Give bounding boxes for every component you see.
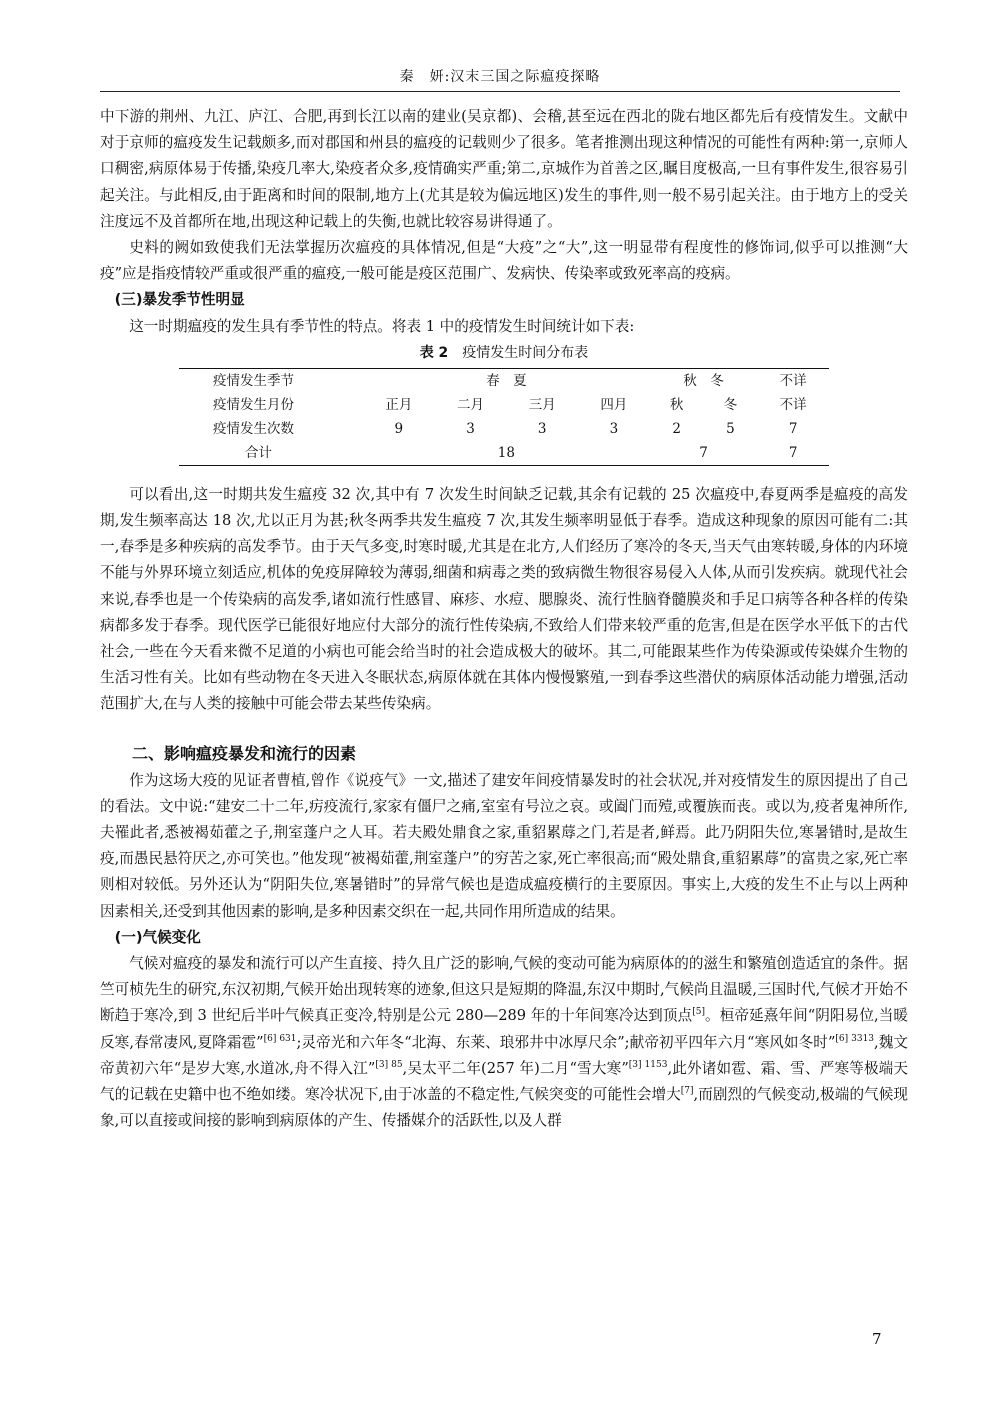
paragraph-1: 中下游的荆州、九江、庐江、合肥,再到长江以南的建业(吴京都)、会稽,甚至远在西北的陇右地区都先后有疫情发生。文献中对于京师的瘟疫发生记载颇多,而对郡国和州县的瘟疫的记载则少了很多。笔者推测出现这种情况的可能性有两种:第一,京师人口稠密,病原体易于传播,染疫几率大,染疫者众多,疫情确实严重;第二,京城作为首善之区,瞩目度极高,一旦有事件发生,很容易引起关注。与此相反,由于距离和时间的限制,地方上(尤其是较为偏远地区)发生的事件,则一般不易引起关注。由于地方上的受关注度远不及首都所在地,出现这种记载上的失衡,也就比较容易讲得通了。 [100, 108, 908, 230]
cell-season-label: 疫情发生季节 [179, 368, 363, 393]
table-title: 疫情发生时间分布表 [462, 344, 589, 361]
cell-month: 冬 [723, 396, 738, 413]
paragraph-6 [100, 951, 908, 1134]
cell-count: 3 [609, 420, 619, 437]
cell-total-autumn-winter: 7 [650, 441, 758, 466]
cell-count: 3 [537, 420, 547, 437]
cell-month: 四月 [600, 396, 628, 413]
subsection-heading-3: (三)暴发季节性明显 [114, 291, 245, 309]
page-number: 7 [872, 1330, 882, 1348]
cell-month-label: 疫情发生月份 [213, 396, 294, 413]
header-rule [100, 91, 900, 92]
distribution-table [179, 368, 829, 466]
cell-total-label: 合计 [179, 441, 363, 466]
text-run: ,此外诸如雹、霜、雪、严寒等极端天气的记载在史籍中也不绝如缕。寒冷状况下,由于冰盖的不稳定性,气候突变的可能性会增大 [100, 1059, 909, 1104]
article-body [100, 104, 908, 1135]
text-run: ,吴太平二年(257 年)二月“雪大寒” [402, 1059, 629, 1077]
text-run: ,而剧烈的气候变动,极端的气候现象,可以直接或间接的影响到病原体的产生、传播媒介的活跃性,以及人群 [100, 1086, 908, 1130]
paragraph-4: 可以看出,这一时期共发生瘟疫 32 次,其中有 7 次发生时间缺乏记载,其余有记载的 25 次瘟疫中,春夏两季是瘟疫的高发期,发生频率高达 18 次,尤以正月为甚;秋冬两季共发生瘟疫 7 次,其发生频率明显低于春季。造成这种现象的原因可能有二:其一,春季是多种疾病的高发季节。由于天气多变,时寒时暖,尤其是在北方,人们经历了寒冷的冬天,当天气由寒转暖,身体的内环境不能与外界环境立刻适应,机体的免疫屏障较为薄弱,细菌和病毒之类的致病微生物很容易侵入人体,从而引发疾病。就现代社会来说,春季也是一个传染病的高发季,诸如流行性感冒、麻疹、水痘、腮腺炎、流行性脑脊髓膜炎和手足口病等各种各样的传染病都多发于春季。现代医学已能很好地应付大部分的流行性传染病,不致给人们带来较严重的危害,但是在医学水平低下的古代社会,一些在今天看来微不足道的小病也可能会给当时的社会造成极大的破坏。其二,可能跟某些作为传染源或传染媒介生物的生活习性有关。比如有些动物在冬天进入冬眠状态,病原体就在其体内慢慢繁殖,一到春季这些潜伏的病原体活动能力增强,活动范围扩大,在与人类的接触中可能会带去某些传染病。 [100, 485, 908, 713]
table-row-season [179, 368, 829, 393]
cell-count-label: 疫情发生次数 [213, 420, 294, 437]
cell-count: 5 [726, 420, 735, 437]
text-run: 。桓帝延熹年间“阴阳易位,当暖反寒,春常凄风,夏降霜雹” [100, 1007, 908, 1051]
cell-month: 三月 [528, 396, 556, 413]
table-number: 表 2 [419, 344, 449, 361]
citation-ref: [7] [680, 1086, 694, 1097]
cell-total-unknown: 7 [757, 441, 829, 466]
cell-month: 秋 [669, 396, 684, 413]
citation-ref: [6] 631 [263, 1033, 297, 1044]
citation-ref: [6] 3313 [835, 1033, 875, 1044]
table-row-total [179, 441, 829, 466]
text-run: 气候对瘟疫的暴发和流行可以产生直接、持久且广泛的影响,气候的变动可能为病原体的的滋生和繁殖创造适宜的条件。据竺可桢先生的研究,东汉初期,气候开始出现转寒的迹象,但这只是短期的降温,东汉中期时,气候尚且温暖,三国时代,气候才开始不断趋于寒冷,到 3 世纪后半叶气候真正变冷,特别是公元 280—289 年的十年间寒冷达到顶点 [100, 955, 908, 1025]
cell-season-unknown: 不详 [757, 368, 829, 393]
cell-month: 不详 [779, 396, 807, 413]
table-row-count [179, 417, 829, 441]
paragraph-3: 这一时期瘟疫的发生具有季节性的特点。将表 1 中的疫情发生时间统计如下表: [129, 317, 635, 335]
cell-count: 9 [394, 420, 404, 437]
cell-count: 3 [466, 420, 475, 437]
cell-total-spring-summer: 18 [363, 441, 650, 466]
text-run: ;灵帝光和六年冬“北海、东莱、琅邪井中冰厚尺余”;献帝初平四年六月“寒风如冬时” [296, 1033, 836, 1051]
cell-count: 7 [788, 420, 798, 437]
cell-month: 二月 [457, 396, 485, 413]
paragraph-5: 作为这场大疫的见证者曹植,曾作《说疫气》一文,描述了建安年间疫情暴发时的社会状况,并对疫情发生的原因提出了自己的看法。文中说:“建安二十二年,疠疫流行,家家有僵尸之痛,室室有号泣之哀。或阖门而殪,或覆族而丧。或以为,疫者鬼神所作,夫罹此者,悉被褐茹藿之子,荆室蓬户之人耳。若夫殿处鼎食之家,重貂累蓐之门,若是者,鲜焉。此乃阴阳失位,寒暑错时,是故生疫,而愚民悬符厌之,亦可笑也。”他发现“被褐茹藿,荆室蓬户”的穷苦之家,死亡率很高;而“殿处鼎食,重貂累蓐”的富贵之家,死亡率则相对较低。另外还认为“阴阳失位,寒暑错时”的异常气候也是造成瘟疫横行的主要原因。事实上,大疫的发生不止与以上两种因素相关,还受到其他因素的影响,是多种因素交织在一起,共同作用所造成的结果。 [100, 771, 908, 920]
table-caption [100, 340, 908, 366]
cell-month: 正月 [385, 396, 413, 413]
citation-ref: [3] 1153 [628, 1059, 668, 1070]
cell-spring-summer: 春 夏 [363, 368, 650, 393]
cell-count: 2 [672, 420, 681, 437]
running-header: 秦 妍:汉末三国之际瘟疫探略 [399, 69, 601, 85]
cell-autumn-winter: 秋 冬 [650, 368, 758, 393]
citation-ref: [3] 85 [375, 1059, 403, 1070]
text-run: ,魏文帝黄初六年“是岁大寒,水道冰,舟不得入江” [100, 1033, 909, 1077]
citation-ref: [5] [692, 1007, 705, 1018]
subsection-heading-1: (一)气候变化 [114, 928, 201, 946]
paragraph-2: 史料的阙如致使我们无法掌握历次瘟疫的具体情况,但是“大疫”之“大”,这一明显带有程度性的修饰词,似乎可以推测“大疫”应是指疫情较严重或很严重的瘟疫,一般可能是疫区范围广、发病快、传染率或致死率高的疫病。 [100, 239, 908, 283]
table-row-month [179, 393, 829, 417]
section-heading-2: 二、影响瘟疫暴发和流行的因素 [132, 743, 357, 763]
